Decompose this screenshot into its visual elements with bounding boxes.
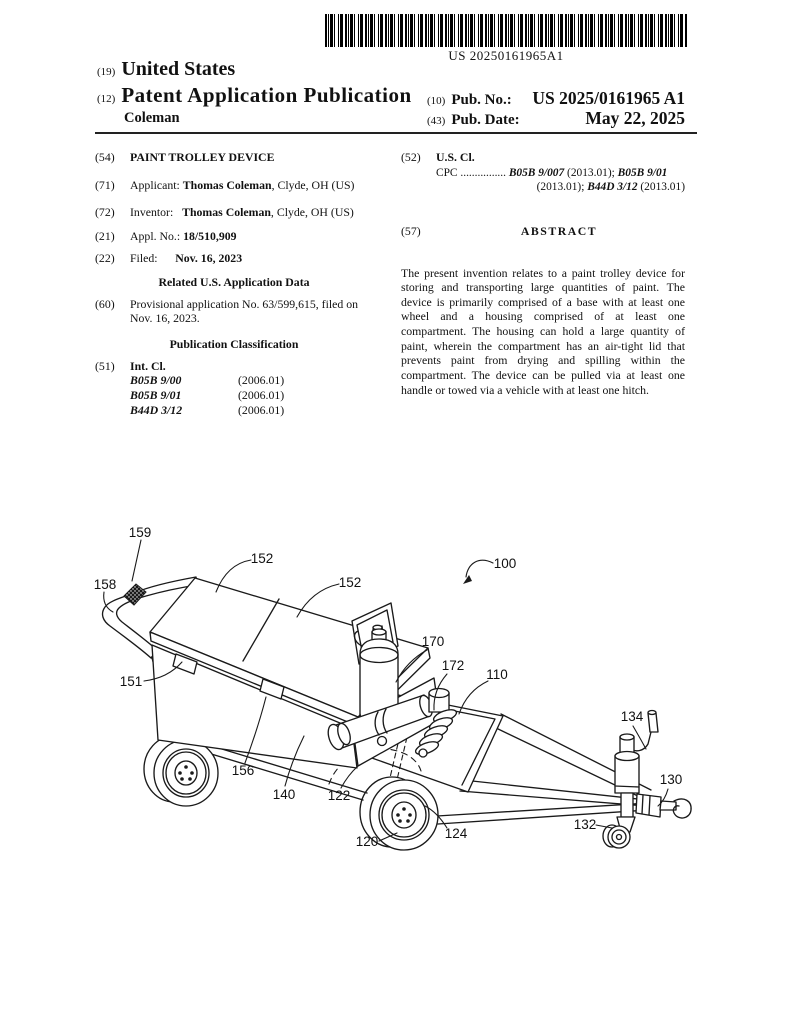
ref-110: 110 bbox=[486, 667, 508, 682]
header-kind bbox=[97, 83, 412, 108]
inventor-code: (72) bbox=[95, 205, 115, 220]
country-name: United States bbox=[121, 58, 236, 80]
ref-159: 159 bbox=[128, 525, 152, 540]
provisional-row bbox=[95, 297, 373, 326]
intcl-code: (51) bbox=[95, 358, 115, 373]
header-rule bbox=[95, 132, 697, 134]
barcode bbox=[325, 14, 687, 47]
cpc-line-1: CPC ................ B05B 9/007 (2013.01); B05B 9/01 bbox=[436, 166, 668, 179]
ref-151: 151 bbox=[119, 674, 143, 689]
ref-100: 100 bbox=[493, 556, 517, 571]
uscl-code: (52) bbox=[401, 150, 421, 164]
int-class-2: B05B 9/01 (2006.01) bbox=[130, 387, 285, 402]
pub-no-value: US 2025/0161965 A1 bbox=[532, 88, 685, 108]
applicant-code: (71) bbox=[95, 177, 115, 192]
kind-code: (12) bbox=[97, 93, 116, 105]
kind-label: Patent Application Publication bbox=[121, 83, 412, 107]
pub-date-row bbox=[427, 108, 685, 129]
abstract-code: (57) bbox=[401, 223, 421, 238]
ref-158: 158 bbox=[93, 577, 117, 592]
country-code: (19) bbox=[97, 66, 116, 78]
abstract-heading-row bbox=[401, 224, 685, 239]
uscl-label: U.S. Cl. bbox=[436, 150, 475, 164]
ref-120: 120 bbox=[355, 834, 379, 849]
appl-value: Appl. No.: 18/510,909 bbox=[130, 228, 237, 243]
abstract-text: The present invention relates to a paint trolley device for storing and transporting large quantities of paint. The device is primarily comprised of a base with at least one wheel and a housing comprised of at least one compartment. The housing can hold a large quantity of paint, wherein the compartment has an air-tight lid that prevents paint from drying and spilling within the compartment. The device can be pulled via at least one handle or towed via a vehicle with at least one hitch. bbox=[401, 265, 685, 397]
us-cl-row bbox=[401, 150, 685, 194]
hitch-coupler bbox=[636, 794, 691, 818]
int-class-3: B44D 3/12 (2006.01) bbox=[130, 402, 285, 417]
pub-date-code: (43) bbox=[427, 115, 446, 127]
ref-122: 122 bbox=[327, 788, 351, 803]
invention-title: PAINT TROLLEY DEVICE bbox=[130, 150, 275, 164]
ref-132: 132 bbox=[573, 817, 597, 832]
bibliographic-left-column bbox=[95, 150, 373, 417]
filed-row bbox=[95, 251, 373, 266]
pub-no-label: Pub. No.: bbox=[451, 92, 512, 108]
ref-140: 140 bbox=[272, 787, 296, 802]
intcl-label: Int. Cl. bbox=[130, 358, 166, 373]
title-row bbox=[95, 150, 373, 165]
applicant-row bbox=[95, 178, 373, 193]
filed-code: (22) bbox=[95, 250, 115, 265]
pub-date-value: May 22, 2025 bbox=[585, 108, 685, 128]
related-data-heading: Related U.S. Application Data bbox=[158, 275, 310, 290]
jack-wheel bbox=[603, 825, 630, 848]
ref-170: 170 bbox=[421, 634, 445, 649]
provisional-text: Provisional application No. 63/599,615, filed on Nov. 16, 2023. bbox=[130, 296, 359, 326]
ref-134: 134 bbox=[620, 709, 644, 724]
ref-156: 156 bbox=[231, 763, 255, 778]
uscl-body bbox=[436, 150, 685, 194]
int-cl-row bbox=[95, 359, 373, 418]
ref-152-right: 152 bbox=[338, 575, 362, 590]
appl-code: (21) bbox=[95, 228, 115, 243]
provisional-code: (60) bbox=[95, 296, 115, 311]
filed-value: Filed: Nov. 16, 2023 bbox=[130, 250, 243, 265]
intcl-body bbox=[130, 359, 373, 418]
ref-172: 172 bbox=[441, 658, 465, 673]
applicant-value: Applicant: Thomas Coleman, Clyde, OH (US) bbox=[130, 177, 355, 192]
patent-figure bbox=[90, 515, 700, 885]
pub-no-code: (10) bbox=[427, 95, 446, 107]
pub-no-row bbox=[427, 88, 685, 109]
cpc-line-2: (2013.01); B44D 3/12 (2013.01) bbox=[536, 180, 685, 193]
applicant-surname: Coleman bbox=[124, 110, 180, 126]
int-class-1: B05B 9/00 (2006.01) bbox=[130, 373, 285, 388]
pub-date-label: Pub. Date: bbox=[451, 112, 520, 128]
abstract-heading: ABSTRACT bbox=[520, 223, 598, 238]
header-country bbox=[97, 58, 235, 81]
ref-124: 124 bbox=[444, 826, 468, 841]
title-code: (54) bbox=[95, 150, 115, 164]
classification-heading: Publication Classification bbox=[169, 337, 299, 351]
ref-130: 130 bbox=[659, 772, 683, 787]
appl-no-row bbox=[95, 229, 373, 244]
ref-152-left: 152 bbox=[250, 551, 274, 566]
bibliographic-right-column bbox=[401, 150, 685, 397]
barcode-text: US 20250161965A1 bbox=[448, 48, 564, 63]
reference-arrow-100 bbox=[463, 560, 493, 584]
inventor-value: Inventor: Thomas Coleman, Clyde, OH (US) bbox=[130, 205, 354, 220]
inventor-row bbox=[95, 205, 373, 220]
